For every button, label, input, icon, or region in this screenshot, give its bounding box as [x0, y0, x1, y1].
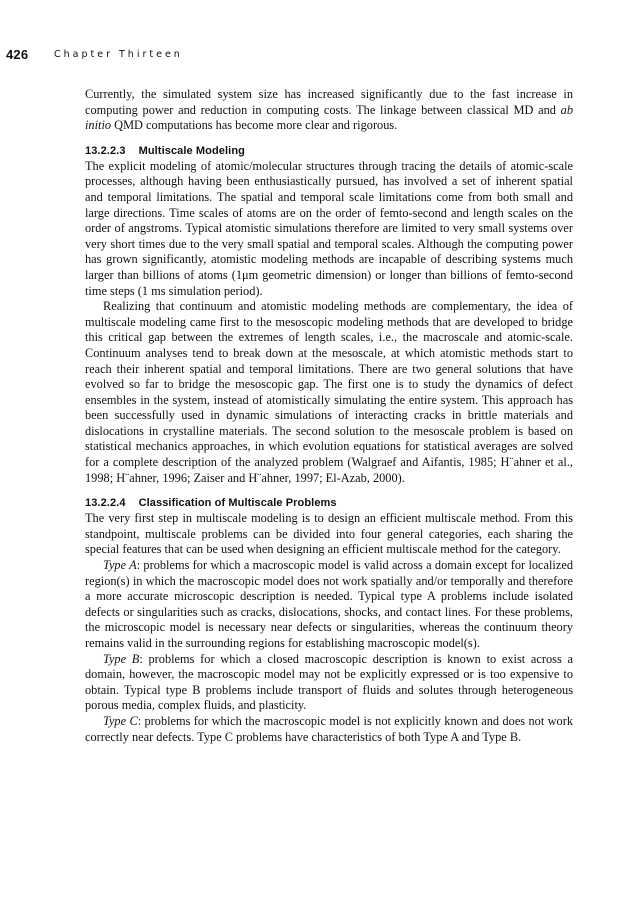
- intro-italic-term: ab initio: [85, 102, 573, 133]
- type-c-label: Type C: [103, 713, 138, 728]
- intro-paragraph: [85, 87, 573, 134]
- type-b-text: : problems for which a closed macroscopic description is known to exist across a domain, however, the macroscopic model may not be explicitly expressed or is too expensive to obtain. Typical type B problems include transport of fluids and solutes through heterogeneous porous media, complex fluids, and plasticity.: [85, 651, 573, 713]
- type-c-text: : problems for which the macroscopic model is not explicitly known and does not work correctly near defects. Type C problems have characteristics of both Type A and Type B.: [85, 713, 573, 744]
- section-number: 13.2.2.3: [85, 144, 126, 157]
- section-heading-multiscale-modeling: [85, 144, 573, 158]
- body-text: [85, 87, 573, 745]
- section-title: Classification of Multiscale Problems: [138, 497, 337, 510]
- intro-text-end: QMD computations has become more clear and rigorous.: [111, 118, 398, 133]
- section-heading-classification: [85, 496, 573, 510]
- type-a-label: Type A: [103, 558, 137, 573]
- type-c-paragraph: [85, 714, 573, 745]
- type-b-paragraph: [85, 652, 573, 714]
- section-number: 13.2.2.4: [85, 497, 126, 510]
- paragraph: The very first step in multiscale modeling is to design an efficient multiscale method. From this standpoint, multiscale problems can be divided into four general categories, each sharing the special features that can be used when designing an efficient multiscale method for the category.: [85, 511, 573, 557]
- page-number: 426: [6, 47, 29, 62]
- type-a-paragraph: [85, 558, 573, 652]
- intro-text-start: Currently, the simulated system size has increased significantly due to the fast increase in computing power and reduction in computing costs. The linkage between classical MD and: [85, 87, 573, 117]
- type-b-label: Type B: [103, 651, 140, 666]
- paragraph: Realizing that continuum and atomistic modeling methods are complementary, the idea of multiscale modeling came first to the mesoscopic modeling methods that are developed to bridge this critical gap between the extremes of length scales, i.e., the macroscale and atomic-scale. Continuum analyses tend to break down at the mesoscale, at which atomistic methods start to reach their inherent spatial and temporal limitations. There are two general solutions that have evolved so far to bridge the mesoscopic gap. The first one is to study the dynamics of defect ensembles in the system, instead of atomistically simulating the entire system. This approach has been successfully used in dynamic simulations of interacting cracks in brittle materials and dislocations in crystalline materials. The second solution to the mesoscale problem is based on statistical mechanics approaches, in which evolution equations for statistical averages are solved for a complete description of the analyzed problem (Walgraef and Aifantis, 1985; H¨ahner et al., 1998; H¨ahner, 1996; Zaiser and H¨ahner, 1997; El-Azab, 2000).: [85, 299, 573, 485]
- chapter-title: Chapter Thirteen: [54, 49, 183, 60]
- type-a-text: : problems for which a macroscopic model is valid across a domain except for localized region(s) in which the macroscopic model does not work spatially and/or temporally and therefore a more accurate microscopic description is needed. Typical type A problems include isolated defects or singularities such as cracks, dislocations, shocks, and contact lines. For these problems, the microscopic model is necessary near defects or singularities, whereas the continuum theory remains valid in the surrounding regions for establishing macroscopic model(s).: [85, 558, 573, 650]
- paragraph: The explicit modeling of atomic/molecular structures through tracing the details of atomic-scale processes, although having been enthusiastically pursued, has involved a set of inherent spatial and temporal limitations. The spatial and temporal scale limitations come from both small and large directions. Time scales of atoms are on the order of femto-second and length scales on the order of angstroms. Typical atomistic simulations therefore are limited to very small systems over very short times due to the very small spatial and temporal scales. Although the computing power has grown significantly, atomistic modeling methods are incapable of describing systems much larger than billions of atoms (1μm geometric dimension) or longer than billions of femto-second time steps (1 ms simulation period).: [85, 158, 573, 298]
- section-title: Multiscale Modeling: [138, 144, 245, 157]
